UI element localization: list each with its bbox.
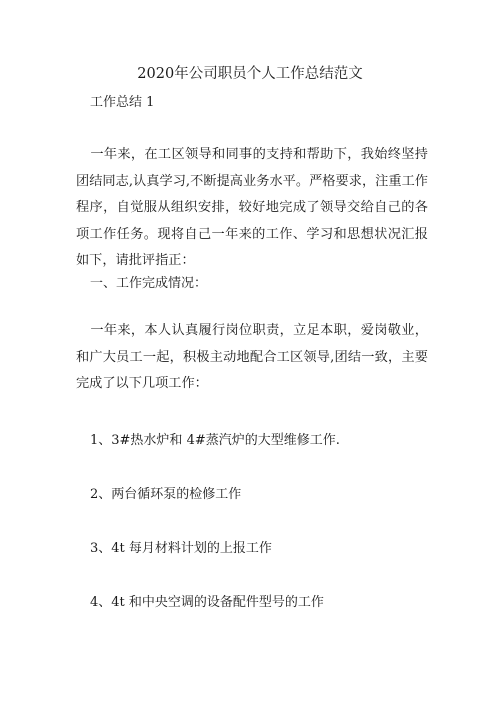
paragraph-intro: [76, 142, 428, 275]
list-item: 4、4t 和中央空调的设备配件型号的工作: [90, 595, 324, 610]
paragraph-work-text: 一年来，本人认真履行岗位职责，立足本职，爱岗敬业，和广大员工一起，积极主动地配合工区领导,团结一致，主要完成了以下几项工作：: [76, 323, 428, 391]
paragraph-intro-text: 一年来，在工区领导和同事的支持和帮助下，我始终坚持团结同志,认真学习,不断提高业务水平。严格要求，注重工作程序，自觉服从组织安排，较好地完成了领导交给自己的各项工作任务。现将自己一年来的工作、学习和思想状况汇报如下，请批评指正：: [76, 147, 428, 268]
document-subtitle: 工作总结 1: [90, 95, 155, 110]
list-item: 2、两台循环泵的检修工作: [90, 487, 242, 502]
document-title: 2020年公司职员个人工作总结范文: [137, 66, 363, 82]
paragraph-work: [76, 318, 428, 398]
list-item: 3、4t 每月材料计划的上报工作: [90, 541, 272, 556]
section-heading: 一、工作完成情况：: [90, 276, 208, 291]
list-item: 1、3#热水炉和 4#蒸汽炉的大型维修工作.: [90, 433, 340, 448]
